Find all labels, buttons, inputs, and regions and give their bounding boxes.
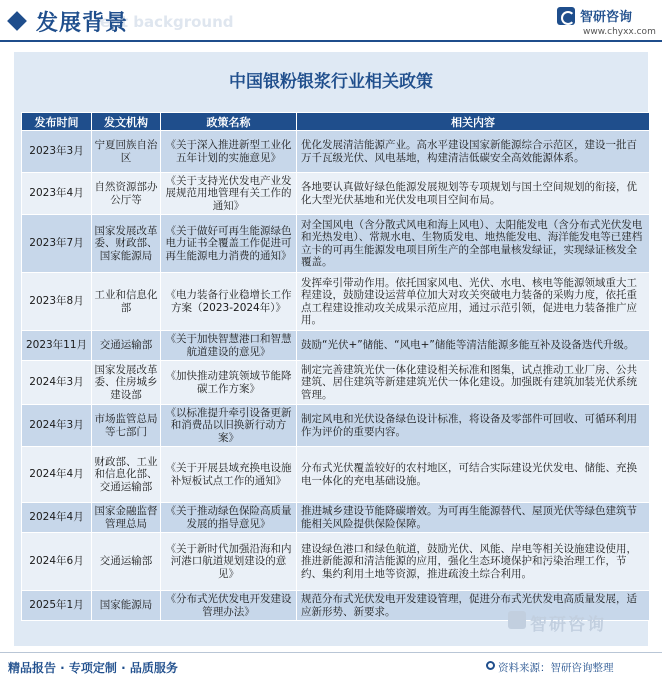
column-header-time: 发布时间	[22, 113, 92, 131]
watermark: 智研咨询	[530, 615, 606, 635]
cell-name: 《关于深入推进新型工业化五年计划的实施意见》	[161, 131, 297, 173]
column-header-content: 相关内容	[297, 113, 650, 131]
cell-org: 宁夏回族自治区	[92, 131, 161, 173]
cell-name: 《关于开展县域充换电设施补短板试点工作的通知》	[161, 447, 297, 503]
cell-org: 国家发展改革委、住房城乡建设部	[92, 361, 161, 405]
cell-org: 交通运输部	[92, 533, 161, 591]
table-row	[22, 131, 650, 173]
data-source: 资料来源：智研咨询整理	[498, 662, 614, 674]
table-row	[22, 405, 650, 447]
cell-name: 《电力装备行业稳增长工作方案（2023-2024年）》	[161, 273, 297, 331]
cell-org: 财政部、工业和信息化部、交通运输部	[92, 447, 161, 503]
cell-content: 各地要认真做好绿色能源发展规划等专项规划与国土空间规划的衔接，优化大型光伏基地和光伏发电项目空间布局。	[297, 173, 650, 215]
cell-org: 市场监管总局等七部门	[92, 405, 161, 447]
footer	[0, 650, 662, 678]
cell-time: 2025年1月	[22, 591, 92, 621]
cell-org: 国家能源局	[92, 591, 161, 621]
brand-name: 智研咨询	[580, 10, 633, 25]
cell-content: 制定完善建筑光伏一体化建设相关标准和图集，试点推动工业厂房、公共建筑、居住建筑等新建建筑光伏一体化建设。加强既有建筑加装光伏系统管理。	[297, 361, 650, 405]
cell-content: 对全国风电（含分散式风电和海上风电）、太阳能发电（含分布式光伏发电和光热发电）、常规水电、生物质发电、地热能发电、海洋能发电等已建档立卡的可再生能源发电项目所生产的全部电量核发绿证，实现绿证核发全覆盖。	[297, 215, 650, 273]
page-title: 发展背景	[36, 11, 129, 36]
cell-time: 2023年8月	[22, 273, 92, 331]
header-subtitle: ent background	[100, 13, 234, 31]
cell-time: 2024年3月	[22, 405, 92, 447]
cell-name: 《关于做好可再生能源绿色电力证书全覆盖工作促进可再生能源电力消费的通知》	[161, 215, 297, 273]
cell-org: 国家发展改革委、财政部、国家能源局	[92, 215, 161, 273]
diamond-icon	[7, 11, 27, 31]
table-title: 中国银粉银浆行业相关政策	[229, 72, 433, 92]
cell-content: 建设绿色港口和绿色航道，鼓励光伏、风能、岸电等相关设施建设使用，推进新能源和清洁能源的应用，强化生态环境保护和污染治理工作，节约、集约利用土地等资源，推进疏浚土综合利用。	[297, 533, 650, 591]
table-row	[22, 273, 650, 331]
cell-org: 工业和信息化部	[92, 273, 161, 331]
cell-time: 2023年3月	[22, 131, 92, 173]
policy-panel	[14, 52, 648, 646]
table-row	[22, 215, 650, 273]
column-header-org: 发文机构	[92, 113, 161, 131]
cell-time: 2024年6月	[22, 533, 92, 591]
brand-site: www.chyxx.com	[583, 27, 656, 37]
cell-content: 优化发展清洁能源产业。高水平建设国家新能源综合示范区，建设一批百万千瓦级光伏、风电基地，构建清洁低碳安全高效能源体系。	[297, 131, 650, 173]
footer-divider	[0, 652, 662, 653]
cell-time: 2023年4月	[22, 173, 92, 215]
cell-name: 《关于加快智慧港口和智慧航道建设的意见》	[161, 331, 297, 361]
cell-content: 分布式光伏覆盖较好的农村地区，可结合实际建设光伏发电、储能、充换电一体化的充电基础设施。	[297, 447, 650, 503]
policy-table	[21, 112, 650, 621]
cell-org: 国家金融监督管理总局	[92, 503, 161, 533]
brand-logo-icon	[557, 7, 575, 25]
cell-name: 《关于新时代加强沿海和内河港口航道规划建设的意见》	[161, 533, 297, 591]
watermark-logo-icon	[508, 611, 526, 629]
cell-org: 自然资源部办公厅等	[92, 173, 161, 215]
table-row	[22, 503, 650, 533]
header-divider	[0, 40, 662, 42]
cell-time: 2024年3月	[22, 361, 92, 405]
footer-tagline: 精品报告 · 专项定制 · 品质服务	[8, 661, 178, 675]
table-header-row	[22, 113, 650, 131]
cell-time: 2023年7月	[22, 215, 92, 273]
table-row	[22, 447, 650, 503]
column-header-name: 政策名称	[161, 113, 297, 131]
cell-name: 《加快推动建筑领域节能降碳工作方案》	[161, 361, 297, 405]
cell-content: 推进城乡建设节能降碳增效。为可再生能源替代、屋顶光伏等绿色建筑节能相关风险提供保险保障。	[297, 503, 650, 533]
cell-time: 2024年4月	[22, 447, 92, 503]
source-icon	[486, 661, 495, 670]
cell-org: 交通运输部	[92, 331, 161, 361]
table-row	[22, 331, 650, 361]
cell-name: 《分布式光伏发电开发建设管理办法》	[161, 591, 297, 621]
cell-name: 《以标准提升牵引设备更新和消费品以旧换新行动方案》	[161, 405, 297, 447]
header	[0, 0, 662, 44]
cell-time: 2024年4月	[22, 503, 92, 533]
cell-content: 发挥牵引带动作用。依托国家风电、光伏、水电、核电等能源领域重大工程建设，鼓励建设运营单位加大对攻关突破电力装备的采购力度，依托重点工程建设推动攻关成果示范应用，通过示范引领，促进电力装备推广应用。	[297, 273, 650, 331]
cell-name: 《关于支持光伏发电产业发展规范用地管理有关工作的通知》	[161, 173, 297, 215]
cell-content: 鼓励“光伏+”储能、“风电+”储能等清洁能源多能互补及设备迭代升级。	[297, 331, 650, 361]
table-row	[22, 361, 650, 405]
cell-name: 《关于推动绿色保险高质量发展的指导意见》	[161, 503, 297, 533]
cell-content: 制定风电和光伏设备绿色设计标准，将设备及零部件可回收、可循环利用作为评价的重要内容。	[297, 405, 650, 447]
table-row	[22, 173, 650, 215]
table-row	[22, 533, 650, 591]
cell-time: 2023年11月	[22, 331, 92, 361]
cell-content: 规范分布式光伏发电开发建设管理，促进分布式光伏发电高质量发展，适应新形势、新要求。	[297, 591, 650, 621]
